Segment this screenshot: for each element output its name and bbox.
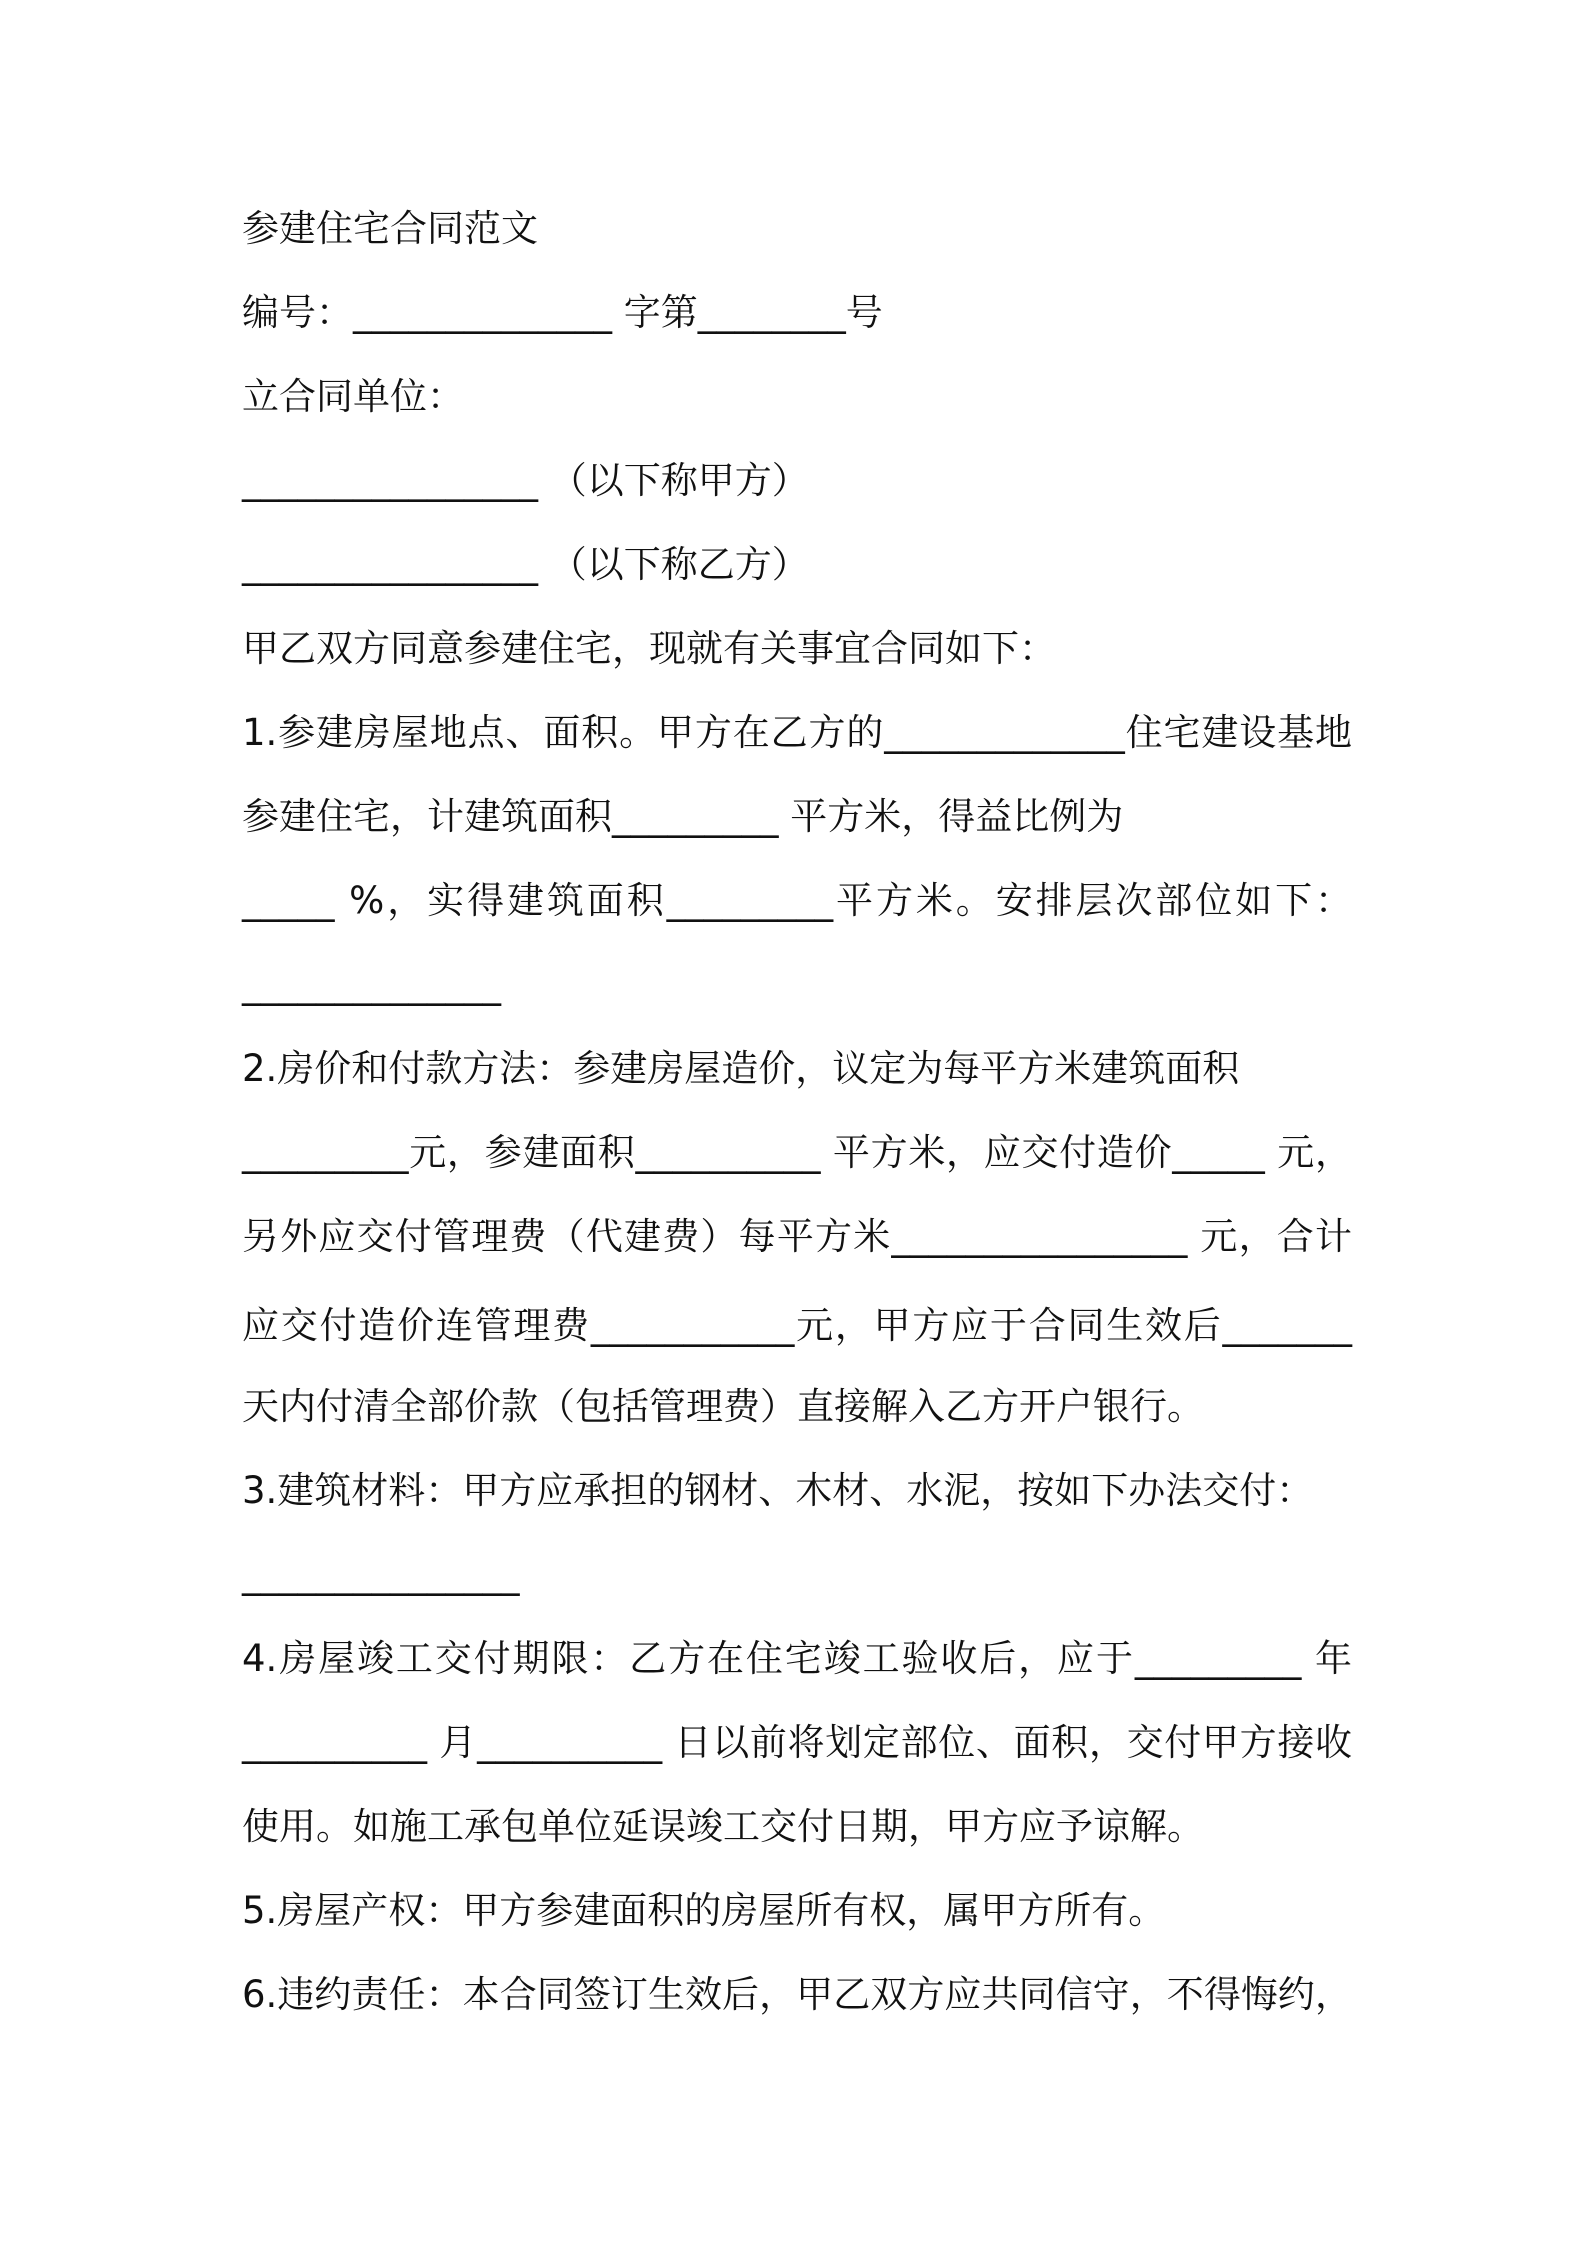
- clause-4-line-1: 4.房屋竣工交付期限：乙方在住宅竣工验收后，应于_________ 年: [242, 1637, 1352, 1680]
- clause-2-line-3: 另外应交付管理费（代建费）每平方米________________ 元，合计: [242, 1215, 1352, 1258]
- clause-1-line-2: 参建住宅，计建筑面积_________ 平方米，得益比例为: [242, 795, 1124, 838]
- clause-6-line: 6.违约责任：本合同签订生效后，甲乙双方应共同信守，不得悔约，: [242, 1973, 1352, 2016]
- clause-1-line-3: _____ %，实得建筑面积_________平方米。安排层次部位如下：: [242, 879, 1352, 922]
- clause-5-line: 5.房屋产权：甲方参建面积的房屋所有权，属甲方所有。: [242, 1889, 1166, 1932]
- clause-4-line-3: 使用。如施工承包单位延误竣工交付日期，甲方应予谅解。: [242, 1805, 1204, 1848]
- party-b-line: ________________ （以下称乙方）: [242, 543, 809, 586]
- clause-2-line-5: 天内付清全部价款（包括管理费）直接解入乙方开户银行。: [242, 1385, 1204, 1428]
- clause-4-line-2: __________ 月__________ 日以前将划定部位、面积，交付甲方接收: [242, 1721, 1352, 1764]
- contracting-parties-label: 立合同单位：: [242, 375, 464, 418]
- clause-2-line-2: _________元，参建面积__________ 平方米，应交付造价_____ 元，: [242, 1131, 1352, 1174]
- clause-1-line-4: ______________: [242, 963, 501, 1006]
- clause-2-line-1: 2.房价和付款方法：参建房屋造价，议定为每平方米建筑面积: [242, 1047, 1240, 1090]
- intro-line: 甲乙双方同意参建住宅，现就有关事宜合同如下：: [242, 627, 1056, 670]
- contract-number-line: 编号：______________ 字第________号: [242, 291, 883, 334]
- clause-2-line-4: 应交付造价连管理费___________元，甲方应于合同生效后_______: [242, 1304, 1352, 1347]
- party-a-line: ________________ （以下称甲方）: [242, 459, 809, 502]
- document-title: 参建住宅合同范文: [242, 207, 538, 250]
- clause-3-line-1: 3.建筑材料：甲方应承担的钢材、木材、水泥，按如下办法交付：: [242, 1469, 1314, 1512]
- clause-3-line-2: _______________: [242, 1553, 520, 1596]
- clause-1-line-1: 1.参建房屋地点、面积。甲方在乙方的_____________住宅建设基地: [242, 711, 1352, 754]
